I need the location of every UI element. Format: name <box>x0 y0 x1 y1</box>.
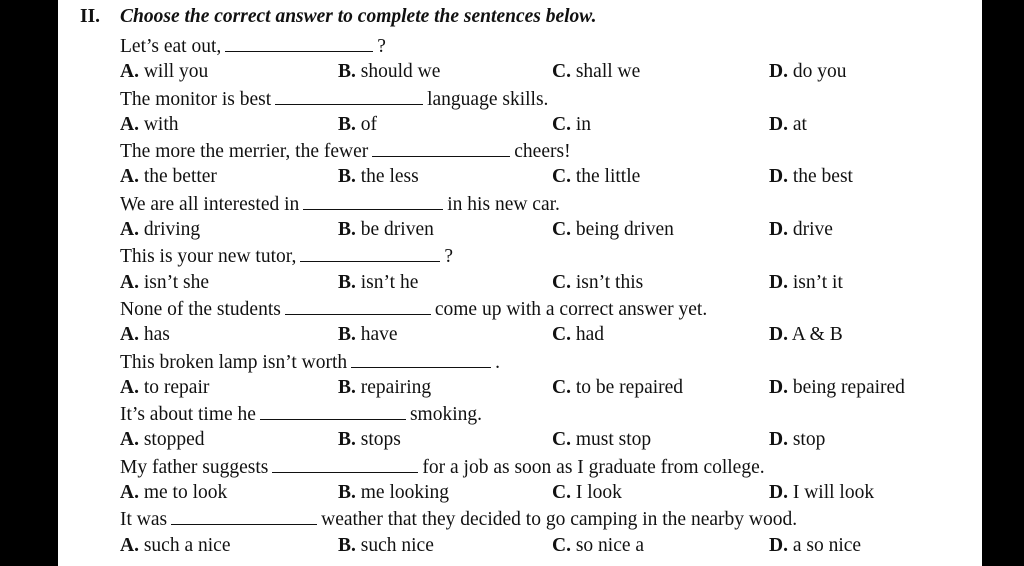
option-letter: C. <box>552 482 571 504</box>
option-text: stop <box>792 429 826 451</box>
stem-before: The more the merrier, the fewer <box>120 141 369 163</box>
question-item <box>58 191 982 244</box>
option-letter: A. <box>120 113 139 135</box>
option-text: me looking <box>360 482 450 504</box>
option-d[interactable] <box>769 480 874 506</box>
stem-after: language skills. <box>427 88 549 110</box>
question-stem <box>120 506 797 533</box>
option-text: being repaired <box>792 376 905 398</box>
option-letter: A. <box>120 534 139 556</box>
options-row <box>58 270 982 296</box>
stem-after: for a job as soon as I graduate from college. <box>422 456 765 478</box>
question-stem <box>120 296 707 323</box>
option-letter: D. <box>769 534 788 556</box>
answer-blank[interactable] <box>351 349 491 368</box>
option-letter: D. <box>769 324 788 346</box>
option-text: the better <box>143 166 217 188</box>
question-item <box>58 138 982 191</box>
option-text: such nice <box>360 534 434 556</box>
option-a[interactable] <box>120 59 208 85</box>
option-letter: D. <box>769 166 788 188</box>
option-letter: C. <box>552 376 571 398</box>
question-stem <box>120 33 386 60</box>
option-letter: D. <box>769 113 788 135</box>
option-d[interactable] <box>769 164 853 190</box>
options-row <box>58 59 982 85</box>
option-a[interactable] <box>120 322 170 348</box>
options-row <box>58 480 982 506</box>
section-heading <box>80 4 596 30</box>
stem-before: It’s about time he <box>120 404 256 426</box>
option-text: of <box>360 113 378 135</box>
option-text: stops <box>360 429 401 451</box>
option-letter: B. <box>338 534 356 556</box>
answer-blank[interactable] <box>285 296 431 315</box>
option-text: with <box>143 113 179 135</box>
option-text: isn’t this <box>575 271 644 293</box>
option-text: driving <box>143 219 201 241</box>
option-text: will you <box>143 61 209 83</box>
stem-before: The monitor is best <box>120 88 272 110</box>
option-letter: C. <box>552 219 571 241</box>
stem-before: None of the students <box>120 298 281 320</box>
option-text: repairing <box>360 376 432 398</box>
question-stem <box>120 191 560 218</box>
option-letter: A. <box>120 376 139 398</box>
option-text: has <box>143 324 170 346</box>
option-text: have <box>360 324 398 346</box>
option-text: should we <box>360 61 441 83</box>
option-text: isn’t she <box>143 271 210 293</box>
section-instruction: Choose the correct answer to complete the sentences below. <box>120 6 597 27</box>
option-c[interactable] <box>552 375 683 401</box>
option-text: had <box>575 324 604 346</box>
option-a[interactable] <box>120 112 179 138</box>
question-stem <box>120 86 548 113</box>
stem-before: This broken lamp isn’t worth <box>120 351 348 373</box>
stem-before: Let’s eat out, <box>120 36 222 57</box>
option-letter: B. <box>338 113 356 135</box>
option-text: stopped <box>143 429 205 451</box>
option-letter: B. <box>338 61 356 83</box>
question-item <box>58 349 982 402</box>
option-letter: B. <box>338 376 356 398</box>
option-text: being driven <box>575 219 674 241</box>
option-c[interactable] <box>552 480 622 506</box>
stem-before: It was <box>120 509 168 531</box>
question-stem <box>120 243 453 270</box>
option-letter: A. <box>120 482 139 504</box>
option-text: so nice a <box>575 534 645 556</box>
question-item <box>58 86 982 139</box>
worksheet-page <box>58 0 982 566</box>
option-text: isn’t it <box>792 271 843 293</box>
option-text: must stop <box>575 429 652 451</box>
option-d[interactable] <box>769 270 843 296</box>
option-a[interactable] <box>120 270 209 296</box>
option-letter: C. <box>552 271 571 293</box>
option-c[interactable] <box>552 322 604 348</box>
stem-before: My father suggests <box>120 456 269 478</box>
option-b[interactable] <box>338 322 398 348</box>
option-text: at <box>792 113 807 135</box>
options-row <box>58 217 982 243</box>
answer-blank[interactable] <box>171 506 317 525</box>
stem-before: This is your new tutor, <box>120 246 297 268</box>
option-text: be driven <box>360 219 434 241</box>
question-item <box>58 454 982 507</box>
option-text: shall we <box>575 61 641 83</box>
option-text: to be repaired <box>575 376 684 398</box>
options-row <box>58 375 982 401</box>
option-c[interactable] <box>552 427 651 453</box>
option-text: do you <box>792 61 847 83</box>
options-row <box>58 112 982 138</box>
options-row <box>58 164 982 190</box>
stem-after: ? <box>444 246 453 268</box>
option-letter: B. <box>338 429 356 451</box>
option-letter: B. <box>338 324 356 346</box>
option-letter: A. <box>120 166 139 188</box>
option-b[interactable] <box>338 112 377 138</box>
option-c[interactable] <box>552 112 591 138</box>
stem-before: We are all interested in <box>120 193 300 215</box>
answer-blank[interactable] <box>303 191 443 210</box>
option-text: the less <box>360 166 419 188</box>
option-letter: D. <box>769 429 788 451</box>
option-text: isn’t he <box>360 271 419 293</box>
option-c[interactable] <box>552 59 640 85</box>
question-stem <box>120 138 571 165</box>
option-d[interactable] <box>769 322 843 348</box>
question-stem <box>120 401 482 428</box>
option-d[interactable] <box>769 59 846 85</box>
option-letter: D. <box>769 376 788 398</box>
option-text: drive <box>792 219 833 241</box>
option-a[interactable] <box>120 217 200 243</box>
option-letter: C. <box>552 534 571 556</box>
question-item <box>58 33 982 86</box>
option-b[interactable] <box>338 270 418 296</box>
stem-after: come up with a correct answer yet. <box>434 298 708 320</box>
options-row <box>58 427 982 453</box>
stem-after: cheers! <box>514 141 571 163</box>
question-item <box>58 243 982 296</box>
option-letter: D. <box>769 61 788 83</box>
option-a[interactable] <box>120 164 217 190</box>
option-d[interactable] <box>769 217 833 243</box>
options-row <box>58 533 982 559</box>
option-letter: B. <box>338 166 356 188</box>
option-letter: A. <box>120 61 139 83</box>
question-list <box>58 33 982 559</box>
answer-blank[interactable] <box>300 243 440 262</box>
option-b[interactable] <box>338 217 434 243</box>
option-text: me to look <box>143 482 228 504</box>
option-letter: D. <box>769 482 788 504</box>
option-letter: A. <box>120 219 139 241</box>
option-letter: D. <box>769 219 788 241</box>
option-d[interactable] <box>769 112 807 138</box>
question-item <box>58 296 982 349</box>
answer-blank[interactable] <box>225 33 373 52</box>
option-b[interactable] <box>338 164 419 190</box>
stem-after: smoking. <box>409 404 482 426</box>
option-letter: C. <box>552 61 571 83</box>
options-row <box>58 322 982 348</box>
option-letter: D. <box>769 271 788 293</box>
option-letter: C. <box>552 324 571 346</box>
option-a[interactable] <box>120 533 230 559</box>
option-text: I look <box>575 482 622 504</box>
stem-after: . <box>495 351 500 373</box>
option-text: a so nice <box>792 534 862 556</box>
option-letter: A. <box>120 324 139 346</box>
stem-after: in his new car. <box>447 193 560 215</box>
option-b[interactable] <box>338 480 449 506</box>
option-letter: C. <box>552 113 571 135</box>
option-b[interactable] <box>338 533 434 559</box>
answer-blank[interactable] <box>372 138 510 157</box>
option-letter: B. <box>338 482 356 504</box>
option-c[interactable] <box>552 533 644 559</box>
option-d[interactable] <box>769 375 905 401</box>
option-c[interactable] <box>552 164 640 190</box>
option-b[interactable] <box>338 59 440 85</box>
option-text: the best <box>792 166 853 188</box>
option-c[interactable] <box>552 270 643 296</box>
option-letter: B. <box>338 271 356 293</box>
option-text: in <box>575 113 592 135</box>
answer-blank[interactable] <box>260 401 406 420</box>
question-stem <box>120 454 765 481</box>
option-text: to repair <box>143 376 210 398</box>
section-number: II. <box>80 6 101 27</box>
question-item <box>58 506 982 559</box>
option-letter: A. <box>120 271 139 293</box>
option-text: the little <box>575 166 641 188</box>
option-a[interactable] <box>120 480 227 506</box>
option-a[interactable] <box>120 375 209 401</box>
option-text: such a nice <box>143 534 231 556</box>
question-item <box>58 401 982 454</box>
option-text: A & B <box>791 324 843 346</box>
option-d[interactable] <box>769 533 861 559</box>
question-stem <box>120 349 500 376</box>
option-letter: A. <box>120 429 139 451</box>
option-a[interactable] <box>120 427 205 453</box>
option-b[interactable] <box>338 427 401 453</box>
option-d[interactable] <box>769 427 825 453</box>
answer-blank[interactable] <box>272 454 418 473</box>
stem-after: ? <box>377 36 386 57</box>
option-text: I will look <box>792 482 875 504</box>
stem-after: weather that they decided to go camping in the nearby wood. <box>321 509 798 531</box>
option-b[interactable] <box>338 375 431 401</box>
option-c[interactable] <box>552 217 674 243</box>
option-letter: C. <box>552 429 571 451</box>
option-letter: B. <box>338 219 356 241</box>
answer-blank[interactable] <box>275 86 423 105</box>
option-letter: C. <box>552 166 571 188</box>
